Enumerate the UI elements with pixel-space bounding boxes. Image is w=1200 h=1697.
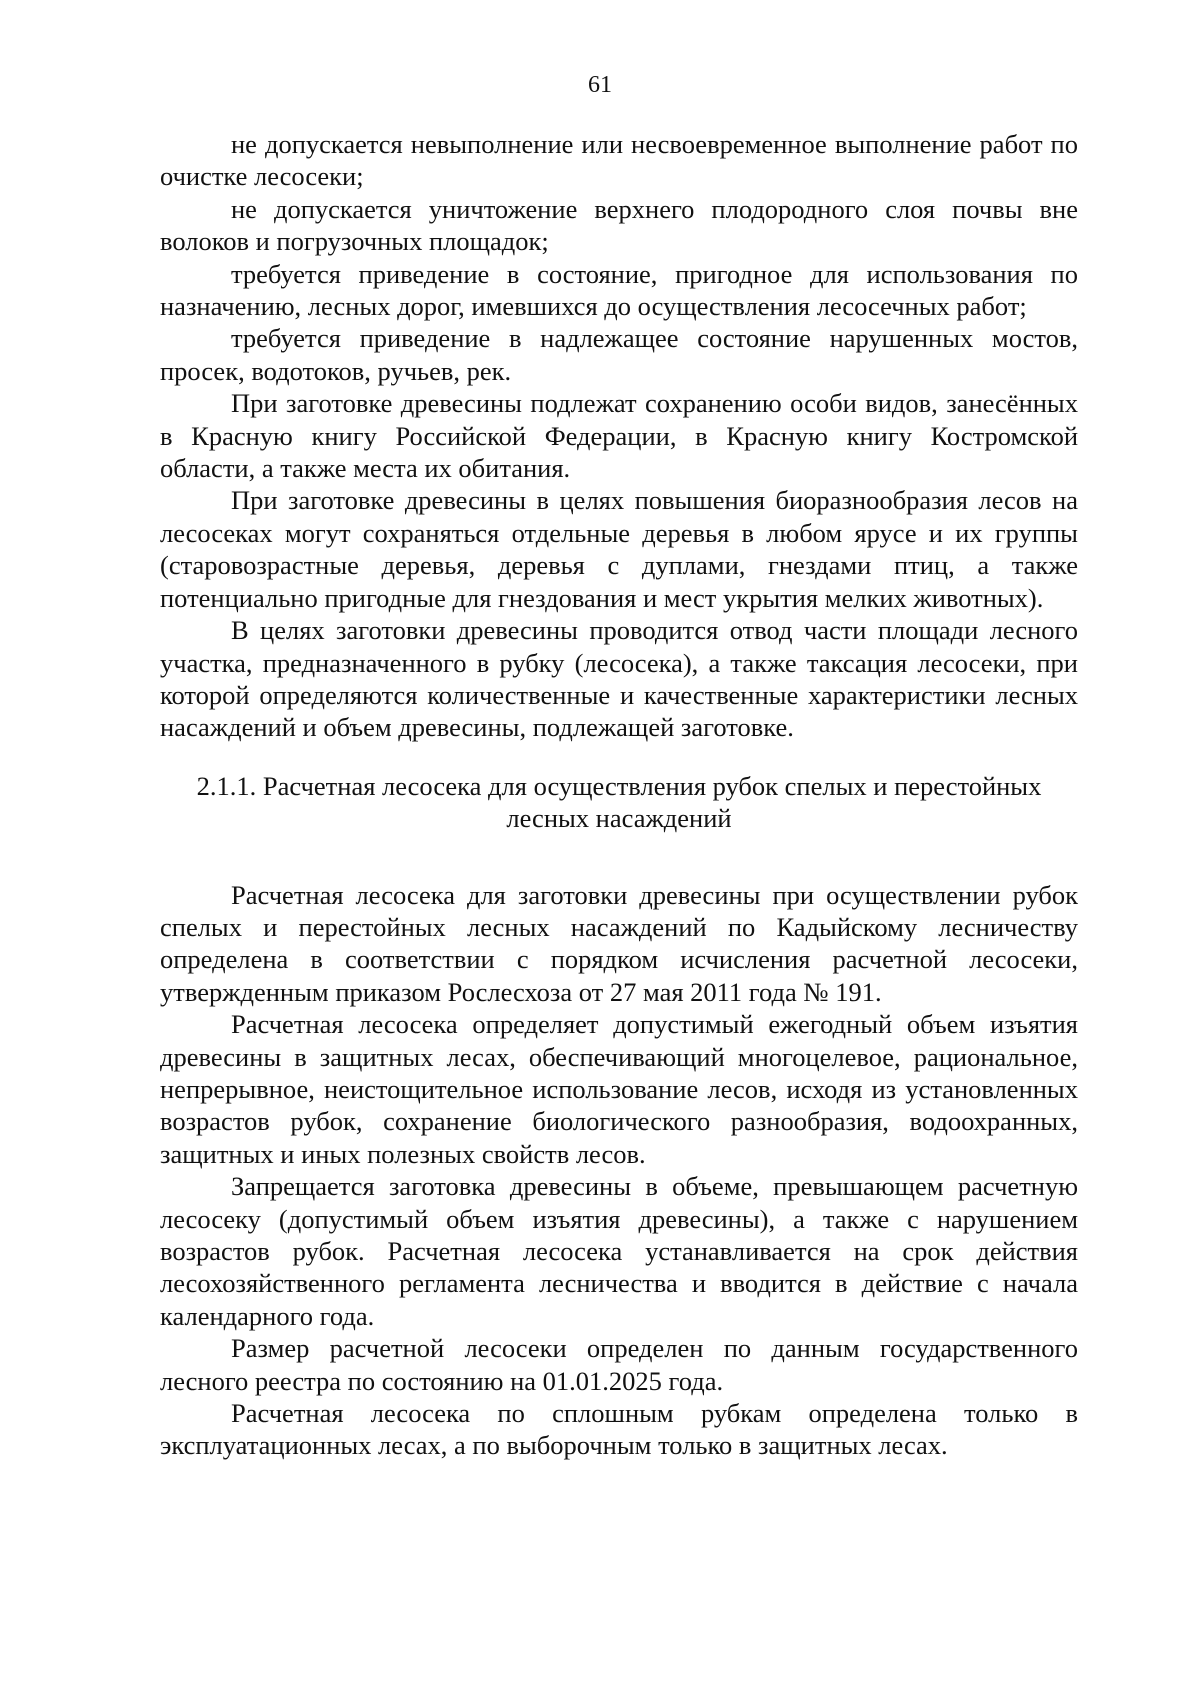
paragraph: При заготовке древесины подлежат сохранению особи видов, занесённых в Красную книгу Российской Федерации, в Красную книгу Костромской области, а также места их обитания. [160, 388, 1078, 484]
section-heading-line-2: лесных насаждений [506, 803, 732, 834]
document-body [160, 128, 1078, 1462]
page-number: 61 [588, 72, 612, 98]
paragraph: Расчетная лесосека по сплошным рубкам определена только в эксплуатационных лесах, а по выборочным только в защитных лесах. [160, 1398, 1078, 1461]
section-heading-line-1: 2.1.1. Расчетная лесосека для осуществления рубок спелых и перестойных [196, 770, 1042, 801]
paragraph: Расчетная лесосека определяет допустимый ежегодный объем изъятия древесины в защитных лесах, обеспечивающий многоцелевое, рациональное, непрерывное, неистощительное использование лесов, исходя из установленных возрастов рубок, сохранение биологического разнообразия, водоохранных, защитных и иных полезных свойств лесов. [160, 1009, 1078, 1169]
paragraph: Расчетная лесосека для заготовки древесины при осуществлении рубок спелых и перестойных лесных насаждений по Кадыйскому лесничеству определена в соответствии с порядком исчисления расчетной лесосеки, утвержденным приказом Рослесхоза от 27 мая 2011 года № 191. [160, 879, 1078, 1007]
paragraph: Размер расчетной лесосеки определен по данным государственного лесного реестра по состоянию на 01.01.2025 года. [160, 1333, 1078, 1396]
section-heading [160, 770, 1078, 835]
paragraph: Запрещается заготовка древесины в объеме, превышающем расчетную лесосеку (допустимый объем изъятия древесины), а также с нарушением возрастов рубок. Расчетная лесосека устанавливается на срок действия лесохозяйственного регламента лесничества и вводится в действие с начала календарного года. [160, 1171, 1078, 1331]
paragraph: требуется приведение в надлежащее состояние нарушенных мостов, просек, водотоков, ручьев, рек. [160, 323, 1078, 386]
paragraph: При заготовке древесины в целях повышения биоразнообразия лесов на лесосеках могут сохраняться отдельные деревья в любом ярусе и их группы (старовозрастные деревья, деревья с дуплами, гнездами птиц, а также потенциально пригодные для гнездования и мест укрытия мелких животных). [160, 485, 1078, 613]
paragraph: не допускается невыполнение или несвоевременное выполнение работ по очистке лесосеки; [160, 129, 1078, 192]
paragraph: В целях заготовки древесины проводится отвод части площади лесного участка, предназначенного в рубку (лесосека), а также таксация лесосеки, при которой определяются количественные и качественные характеристики лесных насаждений и объем древесины, подлежащей заготовке. [160, 615, 1078, 743]
paragraph: требуется приведение в состояние, пригодное для использования по назначению, лесных дорог, имевшихся до осуществления лесосечных работ; [160, 258, 1078, 322]
paragraph: не допускается уничтожение верхнего плодородного слоя почвы вне волоков и погрузочных площадок; [160, 193, 1078, 257]
